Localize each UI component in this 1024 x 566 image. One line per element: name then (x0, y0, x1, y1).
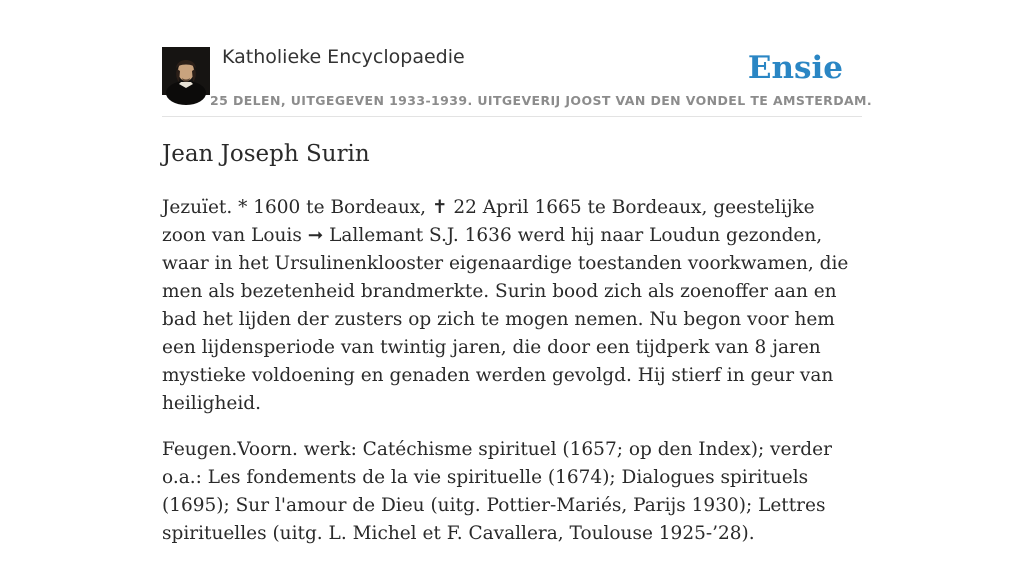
article-paragraph: Jezuïet. * 1600 te Bordeaux, ✝ 22 April 1665 te Bordeaux, geestelijke zoon van Louis ➞ Lallemant S.J. 1636 werd hij naar Loudun gezonden, waar in het Ursulinenklooster eigenaardige toestanden voorkwamen, die men als bezetenheid brandmerkte. Surin bood zich als zoenoffer aan en bad het lijden der zusters op zich te mogen nemen. Nu begon voor hem een lijdensperiode van twintig jaren, die door een tijdperk van 8 jaren mystieke voldoening en genaden werden gevolgd. Hij stierf in geur van heiligheid. (162, 197, 849, 414)
portrait-icon[interactable] (162, 47, 210, 95)
article (162, 138, 862, 566)
site-header (162, 46, 873, 117)
article-paragraph: Feugen.Voorn. werk: Catéchisme spirituel (1657; op den Index); verder o.a.: Les fondements de la vie spirituelle (1674); Dialogues spirituels (1695); Sur l'amour de Dieu (uitg. Pottier-Mariés, Parijs 1930); Lettres spirituelles (uitg. L. Michel et F. Cavallera, Toulouse 1925-’28). (162, 439, 832, 544)
brand-logo[interactable]: Ensie (747, 50, 843, 86)
article-title: Jean Joseph Surin (162, 141, 370, 167)
site-subtitle: 25 DELEN, UITGEGEVEN 1933-1939. UITGEVERIJ JOOST VAN DEN VONDEL TE AMSTERDAM. (210, 93, 873, 108)
site-title[interactable]: Katholieke Encyclopaedie (222, 46, 465, 68)
